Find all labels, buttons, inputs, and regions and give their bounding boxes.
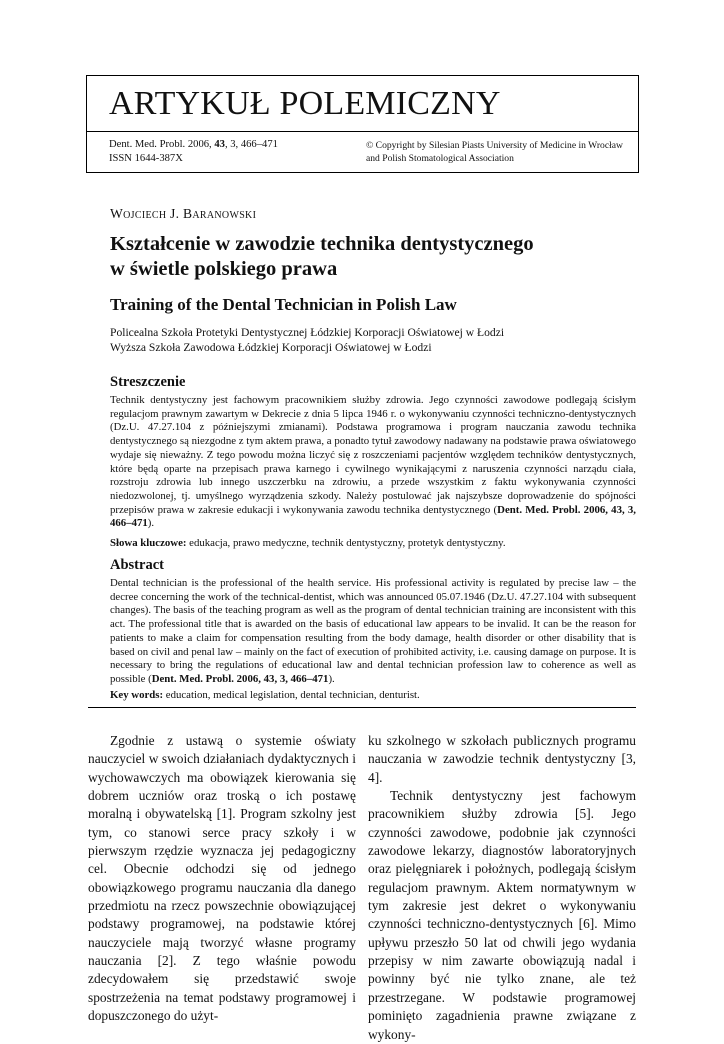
affiliation-2: Wyższa Szkoła Zawodowa Łódzkiej Korporacji Oświatowej w Łodzi (110, 341, 432, 354)
author-name: Wojciech J. Baranowski (110, 206, 257, 221)
abstract-heading: Abstract (110, 557, 164, 573)
article-title-polish: Kształcenie w zawodzie technika dentystycznego w świetle polskiego prawa (110, 233, 534, 280)
journal-citation: Dent. Med. Probl. 2006, 43, 3, 466–471 ISSN 1644-387X (109, 139, 278, 164)
journal-header-box (86, 75, 639, 173)
streszczenie-keywords: Słowa kluczowe: edukacja, prawo medyczne, technik dentystyczny, protetyk dentystyczny. (110, 537, 506, 549)
body-column-right (368, 732, 636, 1044)
header-divider (87, 131, 638, 132)
streszczenie-citation: Dent. Med. Probl. 2006, 43, 3, 466–471 (110, 503, 636, 530)
streszczenie-body: Technik dentystyczny jest fachowym pracownikiem służby zdrowia. Jego czynności zawodowe podlegają ścisłym regulacjom prawnym zawartym w Dekrecie z dnia 5 lipca 1946 r. o wykonywaniu czynności techniczno-dentystycznych (Dz.U. 47.27.104 z późniejszymi zmianami). Podstawa programowa i program nauczania zawodu technika dentystycznego są niezgodne z tym aktem prawa, a ponadto tytuł zawodowy nadawany na podstawie prawa oświatowego wydaje się nieważny. Z tego powodu można liczyć się z roszczeniami pacjentów względem techników dentystycznych, które będą oparte na przepisach prawa karnego i cywilnego wynikającymi z naruszenia czynności narządu ciała, rozstroju zdrowia lub innego uszczerbku na zdrowiu, a przede wszystkim z faktu wykonywania czynności niedozwolonej, tj. umyślnego wyrządzenia szkody. Należy postulować jak najszybsze doprowadzenie do spójności przepisów prawa w zakresie edukacji i wykonywania zawodu technika dentystycznego (Dent. Med. Probl. 2006, 43, 3, 466–471). (110, 394, 636, 530)
author-affiliations (110, 325, 504, 355)
abstract-citation: Dent. Med. Probl. 2006, 43, 3, 466–471 (151, 672, 329, 685)
article-type-title: ARTYKUŁ POLEMICZNY (109, 85, 501, 122)
citation-volume: 43 (214, 139, 225, 150)
body-column-left (88, 732, 356, 1026)
body-paragraph: Technik dentystyczny jest fachowym pracownikiem służby zdrowia [5]. Jego czynności zawodowe, podobnie jak czynności zawodowe lekarzy, diagnostów laboratoryjnych oraz pielęgniarek i położnych, podlegają ścisłym regulacjom prawnym. Aktem normatywnym w tym zakresie jest dekret o wykonywaniu czynności techniczno-dentystycznych [6]. Mimo upływu przeszło 50 lat od chwili jego wydania przepisy w nim zawarte obowiązują nadal i powinny być nie tylko znane, ale też przestrzegane. W podstawie programowej pominięto zagadnienia prawne związane z wykony- (368, 788, 636, 1042)
abstract-body: Dental technician is the professional of the health service. His professional activity is regulated by precise law – the decree concerning the work of the technical-dentist, which was announced 05.07.1946 (Dz.U. 47.27.104 with subsequent changes). The basis of the teaching program as well as the program of dental technician training are inconsistent with this act. The professional title that is awarded on the basis of educational law appears to be invalid. It can be the reason for patients to make a claim for compensation resulting from the body damage, health disorder or other disability that is based on civil and penal law – mainly on the fact of execution of prohibited activity, i.e. causing damage on purpose. It is necessary to bring the regulations of educational law and dental technician profession law to coherence as well as possible (Dent. Med. Probl. 2006, 43, 3, 466–471). (110, 577, 636, 685)
issn: ISSN 1644-387X (109, 152, 183, 164)
body-paragraph: ku szkolnego w szkołach publicznych programu nauczania w zawodzie technik dentystyczny [3, 4]. (368, 733, 636, 785)
affiliation-1: Policealna Szkoła Protetyki Dentystycznej Łódzkiej Korporacji Oświatowej w Łodzi (110, 326, 505, 339)
abstract-keywords: Key words: education, medical legislation, dental technician, denturist. (110, 689, 420, 701)
body-paragraph: Zgodnie z ustawą o systemie oświaty nauczyciel w swoich działaniach dydaktycznych i wychowawczych ma obowiązek kierowania się dobrem uczniów oraz troską o ich postawę moralną i obywatelską [1]. Program szkolny jest tym, co stanowi serce pracy szkoły i w pierwszym rzędzie wyznacza jej pedagogiczny cel. Obecnie odchodzi się od jednego obowiązkowego programu nauczania dla danego przedmiotu na rzecz powszechnie obowiązującej podstawy programowej, na podstawie której nauczyciele mają tworzyć własne programy nauczania [2]. Z tego właśnie powodu zdecydowałem się przedstawić swoje spostrzeżenia na temat podstawy programowej i dopuszczonego do użyt- (88, 733, 356, 1024)
article-title-english: Training of the Dental Technician in Polish Law (110, 295, 457, 314)
body-divider (88, 707, 636, 708)
streszczenie-heading: Streszczenie (110, 374, 186, 390)
copyright-notice: © Copyright by Silesian Piasts University of Medicine in Wrocław and Polish Stomatological Association (366, 140, 623, 164)
